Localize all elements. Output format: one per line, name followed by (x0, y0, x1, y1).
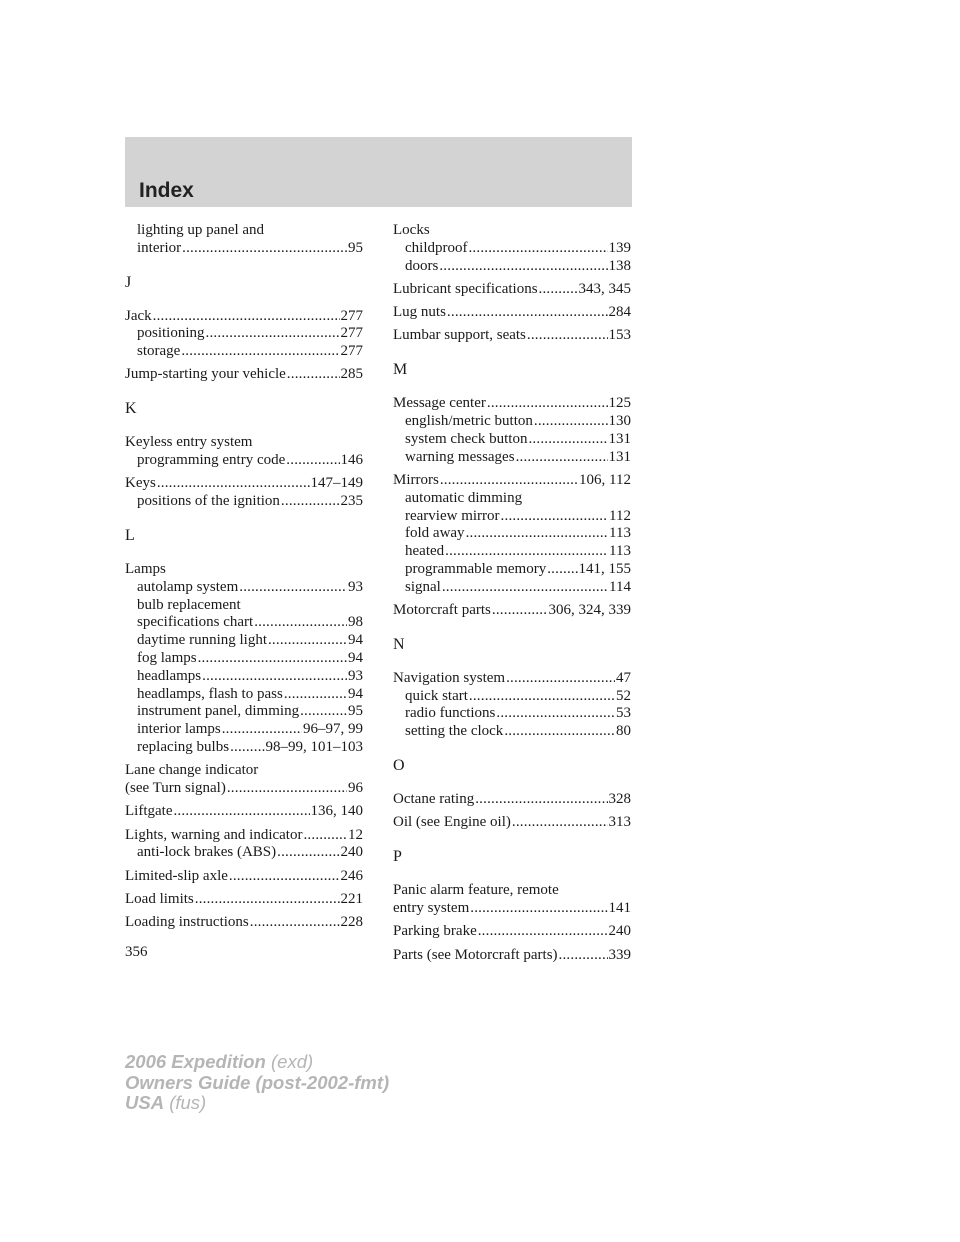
index-entry (393, 258, 631, 276)
index-entry-page: 228 (340, 914, 363, 931)
index-heading: Panic alarm feature, remote (393, 882, 559, 899)
index-entry-page: 96–97, 99 (303, 721, 363, 738)
index-entry-label: Limited-slip axle (125, 867, 228, 884)
index-entry (125, 343, 363, 361)
index-entry-page: 147–149 (310, 475, 363, 492)
index-entry (393, 947, 631, 965)
index-entry-label: Lumbar support, seats (393, 327, 526, 344)
index-entry-page: 277 (340, 325, 363, 342)
dot-leader (447, 304, 608, 322)
dot-leader (198, 650, 347, 668)
index-entry (125, 721, 363, 739)
index-entry (125, 493, 363, 511)
index-entry-page: 113 (609, 525, 631, 542)
dot-leader (287, 366, 340, 384)
index-entry (393, 723, 631, 741)
dot-leader (439, 258, 607, 276)
index-entry-page: 141, 155 (578, 560, 631, 577)
index-entry (393, 431, 631, 449)
index-entry-page: 146 (340, 452, 363, 469)
index-entry-page: 313 (608, 814, 631, 831)
dot-leader (466, 525, 608, 543)
index-entry-page: 240 (340, 844, 363, 861)
index-entry-label: heated (405, 543, 445, 560)
dot-leader (534, 413, 608, 431)
index-entry-page: 328 (608, 791, 631, 808)
index-entry-label: storage (137, 343, 181, 360)
header-band (125, 137, 632, 207)
index-entry (393, 688, 631, 706)
index-entry-label: (see Turn signal) (125, 780, 226, 797)
index-entry-page: 138 (608, 257, 631, 274)
index-entry-label: fold away (405, 525, 465, 542)
index-entry-label: fog lamps (137, 649, 197, 666)
index-entry-label: headlamps (137, 667, 202, 684)
index-entry (393, 561, 631, 579)
index-entry (393, 304, 631, 322)
footer-model-code: (exd) (271, 1051, 314, 1072)
dot-leader (475, 791, 607, 809)
section-letter: J (125, 273, 132, 291)
index-entry-label: Jack (125, 307, 152, 324)
index-entry-page: 285 (340, 366, 363, 383)
index-entry-page: 240 (608, 923, 631, 940)
index-entry-label: Liftgate (125, 803, 173, 820)
index-entry-page: 141 (608, 899, 631, 916)
index-entry-label: Lights, warning and indicator (125, 826, 303, 843)
index-entry-page: 95 (348, 239, 363, 256)
index-entry-label: Lug nuts (393, 304, 446, 321)
index-entry-label: Parts (see Motorcraft parts) (393, 946, 558, 963)
dot-leader (227, 780, 347, 798)
dot-leader (250, 914, 340, 932)
footer-market-code: (fus) (169, 1092, 207, 1113)
index-entry-label: Motorcraft parts (393, 602, 491, 619)
index-entry-label: Navigation system (393, 669, 506, 686)
dot-leader (284, 686, 347, 704)
index-entry-label: radio functions (405, 705, 496, 722)
index-entry-label: Keys (125, 475, 156, 492)
index-entry-label: Jump-starting your vehicle (125, 366, 286, 383)
dot-leader (442, 579, 608, 597)
dot-leader (512, 814, 608, 832)
index-entry (125, 686, 363, 704)
section-letter: P (393, 848, 402, 866)
page-title: Index (139, 179, 194, 202)
index-entry-page: 130 (608, 413, 631, 430)
dot-leader (173, 803, 309, 821)
index-entry-label: signal (405, 578, 441, 595)
index-entry-page: 277 (340, 343, 363, 360)
dot-leader (182, 240, 347, 258)
index-entry-page: 53 (616, 705, 631, 722)
index-entry-page: 52 (616, 687, 631, 704)
dot-leader (281, 493, 340, 511)
section-letter: N (393, 635, 405, 653)
index-entry-label: Mirrors (393, 471, 439, 488)
index-entry-page: 136, 140 (310, 803, 363, 820)
index-entry-label: specifications chart (137, 614, 254, 631)
dot-leader (157, 475, 310, 493)
index-entry-page: 153 (608, 327, 631, 344)
index-entry (393, 923, 631, 941)
index-entry (393, 814, 631, 832)
index-entry (125, 579, 363, 597)
dot-leader (239, 579, 347, 597)
index-entry-label: childproof (405, 239, 468, 256)
section-letter: O (393, 757, 405, 775)
footer-line-1 (125, 1052, 389, 1073)
index-entry-label: anti-lock brakes (ABS) (137, 844, 277, 861)
index-entry-page: 114 (609, 578, 631, 595)
index-entry (125, 780, 363, 798)
index-entry-page: 284 (608, 304, 631, 321)
index-entry (393, 472, 631, 490)
footer-model: 2006 Expedition (125, 1051, 266, 1072)
index-heading: Keyless entry system (125, 434, 253, 451)
index-entry (393, 900, 631, 918)
index-entry-label: entry system (393, 899, 470, 916)
index-entry-page: 139 (608, 239, 631, 256)
index-entry (125, 868, 363, 886)
dot-leader (195, 891, 340, 909)
index-entry-page: 131 (608, 430, 631, 447)
index-entry (393, 327, 631, 345)
index-entry (125, 632, 363, 650)
index-entry-page: 113 (609, 543, 631, 560)
index-heading: Lamps (125, 560, 166, 577)
index-entry-page: 12 (348, 826, 363, 843)
index-entry (125, 475, 363, 493)
dot-leader (547, 561, 577, 579)
index-entry (125, 325, 363, 343)
index-entry (125, 650, 363, 668)
dot-leader (469, 688, 615, 706)
index-entry-label: rearview mirror (405, 507, 500, 524)
index-entry-label: instrument panel, dimming (137, 703, 300, 720)
dot-leader (202, 668, 347, 686)
dot-leader (440, 472, 578, 490)
dot-leader (277, 844, 339, 862)
index-entry-page: 235 (340, 493, 363, 510)
index-entry (125, 827, 363, 845)
dot-leader (300, 703, 347, 721)
index-entry (125, 240, 363, 258)
index-entry-page: 131 (608, 448, 631, 465)
dot-leader (559, 947, 608, 965)
index-entry (125, 739, 363, 757)
index-heading: lighting up panel and (137, 222, 265, 238)
index-entry-page: 95 (348, 703, 363, 720)
index-entry-page: 98 (348, 614, 363, 631)
index-entry-label: Lubricant specifications (393, 280, 538, 297)
index-entry-page: 277 (340, 307, 363, 324)
index-entry (125, 914, 363, 932)
index-entry-label: positions of the ignition (137, 493, 280, 510)
footer-market: USA (125, 1092, 165, 1113)
index-entry-page: 306, 324, 339 (548, 602, 631, 619)
index-entry (125, 614, 363, 632)
index-entry (393, 602, 631, 620)
index-entry-label: programming entry code (137, 452, 286, 469)
index-entry-label: Loading instructions (125, 914, 249, 931)
dot-leader (492, 602, 548, 620)
section-letter: K (125, 400, 137, 418)
index-entry (393, 670, 631, 688)
index-entry-page: 94 (348, 685, 363, 702)
index-entry-page: 125 (608, 395, 631, 412)
index-entry-label: Message center (393, 395, 486, 412)
page-number: 356 (125, 944, 148, 960)
index-entry-label: Oil (see Engine oil) (393, 814, 511, 831)
dot-leader (504, 723, 615, 741)
index-entry-page: 80 (616, 723, 631, 740)
index-entry-label: doors (405, 257, 439, 274)
index-entry-label: programmable memory (405, 560, 547, 577)
dot-leader (527, 327, 608, 345)
dot-leader (478, 923, 608, 941)
index-entry-label: headlamps, flash to pass (137, 685, 283, 702)
dot-leader (222, 721, 302, 739)
index-entry-label: interior lamps (137, 721, 221, 738)
index-entry (125, 844, 363, 862)
index-entry-page: 221 (340, 891, 363, 908)
index-heading: bulb replacement (137, 596, 241, 613)
index-entry-page: 96 (348, 780, 363, 797)
index-entry (125, 668, 363, 686)
index-entry-page: 47 (616, 669, 631, 686)
index-entry-label: positioning (137, 325, 205, 342)
index-entry-page: 112 (609, 507, 631, 524)
index-entry (393, 281, 631, 299)
index-entry-label: replacing bulbs (137, 738, 230, 755)
index-entry (393, 508, 631, 526)
index-column-left (125, 222, 363, 932)
index-entry-label: Load limits (125, 891, 194, 908)
dot-leader (468, 240, 607, 258)
index-entry (393, 525, 631, 543)
dot-leader (516, 449, 608, 467)
dot-leader (528, 431, 607, 449)
index-column-right (393, 222, 631, 964)
index-entry (393, 791, 631, 809)
index-entry-page: 93 (348, 667, 363, 684)
index-entry (393, 449, 631, 467)
index-entry (393, 240, 631, 258)
index-entry-label: daytime running light (137, 632, 267, 649)
index-entry-page: 98–99, 101–103 (265, 738, 363, 755)
index-entry (125, 366, 363, 384)
dot-leader (506, 670, 615, 688)
index-entry (125, 452, 363, 470)
section-letter: M (393, 361, 408, 379)
document-footer (125, 1052, 389, 1114)
dot-leader (268, 632, 347, 650)
index-entry-label: english/metric button (405, 413, 533, 430)
index-entry-page: 94 (348, 632, 363, 649)
index-heading: Lane change indicator (125, 762, 259, 779)
index-entry (125, 803, 363, 821)
index-entry-label: quick start (405, 687, 468, 704)
dot-leader (254, 614, 347, 632)
index-heading: Locks (393, 222, 430, 238)
index-entry-page: 343, 345 (578, 280, 631, 297)
dot-leader (470, 900, 607, 918)
index-entry-label: autolamp system (137, 578, 239, 595)
index-entry-label: interior (137, 239, 182, 256)
index-entry (125, 703, 363, 721)
index-entry (393, 579, 631, 597)
index-entry (125, 308, 363, 326)
index-entry-page: 246 (340, 867, 363, 884)
index-entry (393, 705, 631, 723)
index-entry-label: warning messages (405, 448, 515, 465)
index-entry-label: system check button (405, 430, 528, 447)
dot-leader (286, 452, 339, 470)
dot-leader (539, 281, 578, 299)
dot-leader (181, 343, 339, 361)
index-entry-page: 93 (348, 578, 363, 595)
index-entry-label: setting the clock (405, 723, 504, 740)
dot-leader (206, 325, 340, 343)
index-entry (393, 395, 631, 413)
index-heading: automatic dimming (405, 489, 523, 506)
index-entry-label: Parking brake (393, 923, 477, 940)
footer-line-2: Owners Guide (post-2002-fmt) (125, 1071, 390, 1093)
dot-leader (303, 827, 347, 845)
index-entry (125, 891, 363, 909)
dot-leader (496, 705, 615, 723)
index-entry (393, 543, 631, 561)
index-entry-page: 106, 112 (579, 471, 631, 488)
section-letter: L (125, 526, 135, 544)
dot-leader (153, 308, 340, 326)
dot-leader (230, 739, 264, 757)
dot-leader (229, 868, 340, 886)
index-entry-label: Octane rating (393, 791, 475, 808)
index-entry (393, 413, 631, 431)
index-entry-page: 94 (348, 649, 363, 666)
dot-leader (487, 395, 608, 413)
index-entry-page: 339 (608, 946, 631, 963)
dot-leader (445, 543, 608, 561)
dot-leader (501, 508, 609, 526)
footer-line-3 (125, 1093, 389, 1114)
